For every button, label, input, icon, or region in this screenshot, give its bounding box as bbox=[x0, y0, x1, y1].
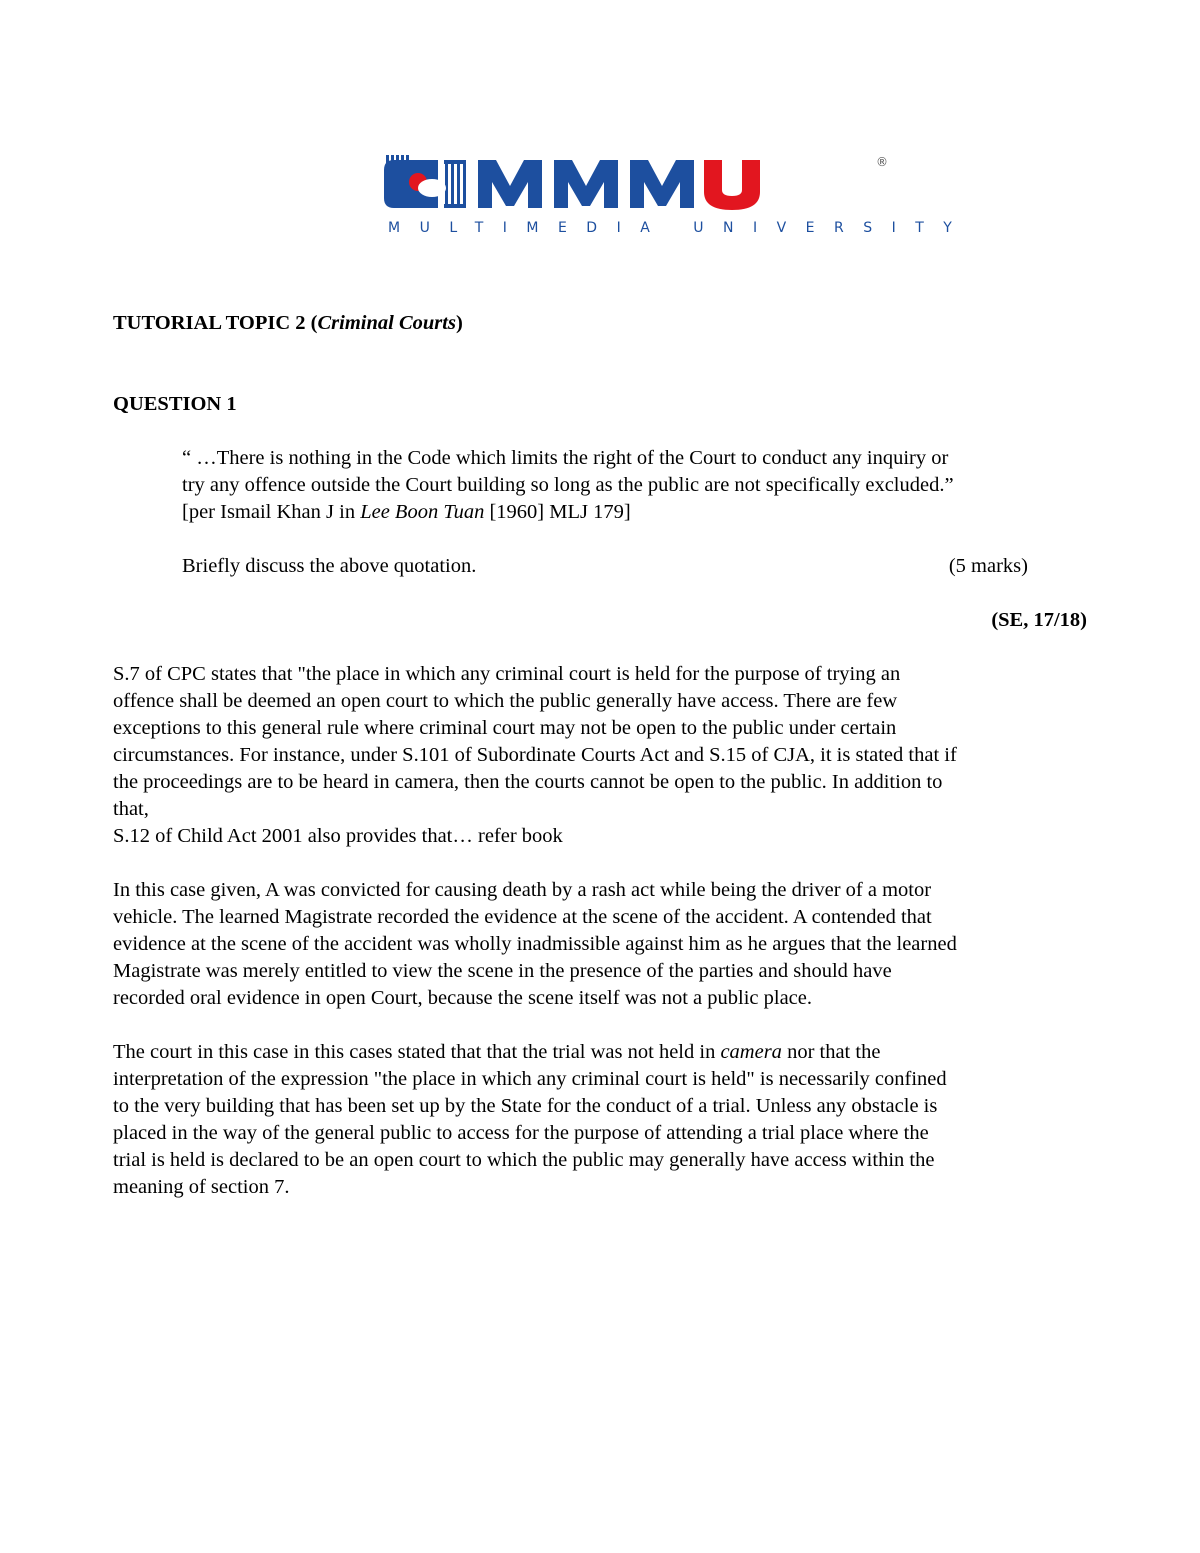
answer-text: The court in this case in this cases stated that that the trial was not held in bbox=[113, 1041, 721, 1063]
answer-line: the proceedings are to be heard in camera, then the courts cannot be open to the public. In addition to bbox=[113, 771, 943, 793]
answer-line: vehicle. The learned Magistrate recorded the evidence at the scene of the accident. A contended that bbox=[113, 906, 932, 928]
answer-line-first bbox=[113, 1039, 1093, 1066]
answer-line: trial is held is declared to be an open court to which the public may generally have access within the bbox=[113, 1149, 935, 1171]
answer-line: S.12 of Child Act 2001 also provides that… refer book bbox=[113, 825, 563, 847]
title-topic-italic: Criminal Courts bbox=[317, 312, 456, 334]
citation-suffix: [1960] MLJ 179] bbox=[484, 501, 631, 523]
citation-case-name: Lee Boon Tuan bbox=[360, 501, 485, 523]
mmu-logo bbox=[378, 150, 972, 242]
question-label: QUESTION 1 bbox=[113, 393, 237, 415]
logo-university-name: MULTIMEDIA UNIVERSITY bbox=[388, 220, 972, 236]
quote-line-1: “ …There is nothing in the Code which limits the right of the Court to conduct any inquiry or bbox=[182, 447, 949, 469]
instruction-text: Briefly discuss the above quotation. bbox=[182, 555, 477, 577]
answer-line: evidence at the scene of the accident was wholly inadmissible against him as he argues that the learned bbox=[113, 933, 957, 955]
mmu-logo-graphic bbox=[378, 150, 972, 242]
answer-line: placed in the way of the general public to access for the purpose of attending a trial place where the bbox=[113, 1122, 929, 1144]
answer-line: Magistrate was merely entitled to view the scene in the presence of the parties and should have bbox=[113, 960, 892, 982]
title-prefix: TUTORIAL TOPIC 2 ( bbox=[113, 312, 318, 334]
answer-line: recorded oral evidence in open Court, because the scene itself was not a public place. bbox=[113, 987, 812, 1009]
citation-prefix: [per Ismail Khan J in bbox=[182, 501, 361, 523]
answer-line: meaning of section 7. bbox=[113, 1176, 290, 1198]
quote-line-2: try any offence outside the Court building so long as the public are not specifically excluded.” bbox=[182, 474, 954, 496]
title-suffix: ) bbox=[455, 312, 463, 334]
answer-text: nor that the bbox=[781, 1041, 881, 1063]
answer-line: circumstances. For instance, under S.101 of Subordinate Courts Act and S.15 of CJA, it is stated that if bbox=[113, 744, 957, 766]
answer-line: offence shall be deemed an open court to which the public generally have access. There are few bbox=[113, 690, 898, 712]
instruction-line bbox=[182, 553, 1028, 580]
tutorial-title bbox=[113, 310, 1093, 337]
marks-value: (5 marks) bbox=[948, 555, 1028, 577]
quote-citation bbox=[182, 499, 1097, 526]
answer-line: that, bbox=[113, 798, 149, 820]
registered-mark: ® bbox=[876, 155, 888, 169]
answer-line: to the very building that has been set up by the State for the conduct of a trial. Unless any obstacle is bbox=[113, 1095, 938, 1117]
answer-line: exceptions to this general rule where criminal court may not be open to the public under certain bbox=[113, 717, 897, 739]
answer-line: In this case given, A was convicted for causing death by a rash act while being the driver of a motor bbox=[113, 879, 932, 901]
answer-line: interpretation of the expression "the place in which any criminal court is held" is necessarily confined bbox=[113, 1068, 947, 1090]
answer-italic-term: camera bbox=[720, 1041, 782, 1063]
answer-line: S.7 of CPC states that "the place in which any criminal court is held for the purpose of trying an bbox=[113, 663, 901, 685]
source-reference: (SE, 17/18) bbox=[991, 609, 1087, 631]
